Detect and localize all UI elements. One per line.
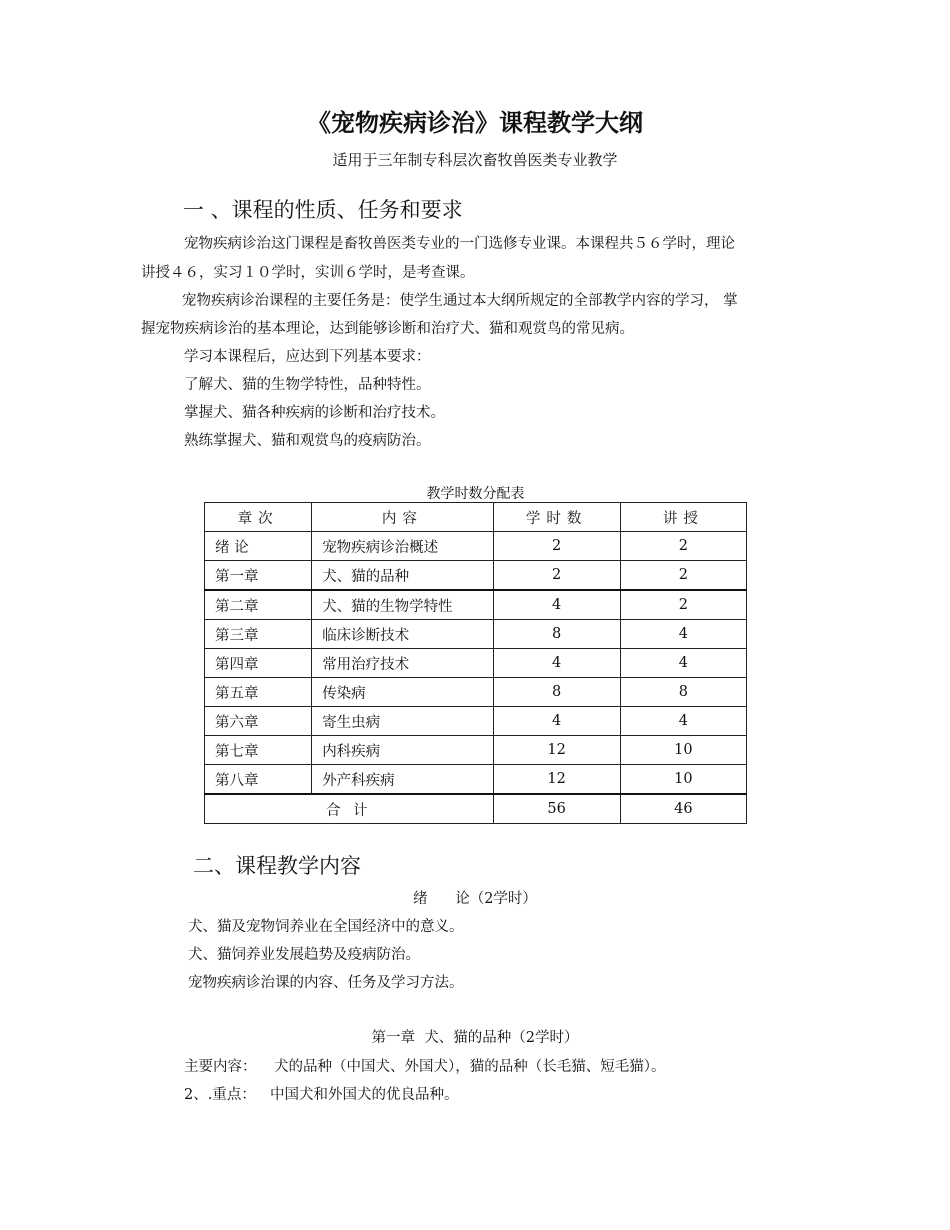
cell-lecture: 8 xyxy=(620,678,746,707)
intro-item: 宠物疾病诊治课的内容、任务及学习方法。 xyxy=(188,975,464,991)
cell-lecture: 2 xyxy=(620,590,746,620)
section2-heading: 二、课程教学内容 xyxy=(193,854,361,878)
cell-content: 常用治疗技术 xyxy=(312,649,493,678)
total-label: 合 计 xyxy=(205,794,494,824)
section1-heading: 一 、课程的性质、任务和要求 xyxy=(183,198,463,222)
section1-para1-line2: 讲授４６，实习１０学时，实训６学时，是考查课。 xyxy=(141,265,475,281)
cell-hours: 8 xyxy=(493,678,620,707)
cell-chapter: 绪 论 xyxy=(205,532,312,561)
requirement-item: 熟练掌握犬、猫和观赏鸟的疫病防治。 xyxy=(184,433,431,449)
chapter1-main-content: 犬的品种（中国犬、外国犬），猫的品种（长毛猫、短毛猫）。 xyxy=(274,1059,666,1075)
chapter1-title: 第一章 犬、猫的品种（2学时） xyxy=(371,1030,579,1046)
header-chapter: 章次 xyxy=(205,503,312,532)
table-caption: 教学时数分配表 xyxy=(426,486,525,502)
cell-hours: 4 xyxy=(493,590,620,620)
table-header-row xyxy=(205,503,747,532)
cell-lecture: 4 xyxy=(620,707,746,736)
cell-lecture: 10 xyxy=(620,765,746,795)
cell-content: 临床诊断技术 xyxy=(312,620,493,649)
cell-hours: 12 xyxy=(493,736,620,765)
document-title: 《宠物疾病诊治》课程教学大纲 xyxy=(307,109,643,137)
cell-hours: 4 xyxy=(493,649,620,678)
document-subtitle: 适用于三年制专科层次畜牧兽医类专业教学 xyxy=(332,151,618,169)
cell-content: 传染病 xyxy=(312,678,493,707)
intro-item: 犬、猫及宠物饲养业在全国经济中的意义。 xyxy=(188,919,464,935)
section1-para1-line1: 宠物疾病诊治这门课程是畜牧兽医类专业的一门选修专业课。本课程共５６学时，理论 xyxy=(184,236,735,252)
table-row xyxy=(205,678,747,707)
cell-content: 犬、猫的品种 xyxy=(312,561,493,591)
cell-content: 外产科疾病 xyxy=(312,765,493,795)
section1-para2-line1: 宠物疾病诊治课程的主要任务是：使学生通过本大纲所规定的全部教学内容的学习， 掌 xyxy=(182,293,738,309)
cell-lecture: 4 xyxy=(620,620,746,649)
cell-hours: 12 xyxy=(493,765,620,795)
cell-chapter: 第四章 xyxy=(205,649,312,678)
header-hours: 学时数 xyxy=(493,503,620,532)
cell-hours: 8 xyxy=(493,620,620,649)
table-row xyxy=(205,620,747,649)
cell-lecture: 10 xyxy=(620,736,746,765)
header-content: 内容 xyxy=(312,503,493,532)
cell-lecture: 2 xyxy=(620,561,746,591)
total-lecture: 46 xyxy=(620,794,746,824)
section1-para2-line2: 握宠物疾病诊治的基本理论，达到能够诊断和治疗犬、猫和观赏鸟的常见病。 xyxy=(141,321,634,337)
cell-chapter: 第一章 xyxy=(205,561,312,591)
chapter1-main-label: 主要内容： xyxy=(184,1059,257,1075)
cell-lecture: 4 xyxy=(620,649,746,678)
cell-chapter: 第六章 xyxy=(205,707,312,736)
cell-hours: 4 xyxy=(493,707,620,736)
requirement-item: 了解犬、猫的生物学特性，品种特性。 xyxy=(184,377,431,393)
cell-lecture: 2 xyxy=(620,532,746,561)
chapter1-key-label: 2、.重点： xyxy=(184,1087,256,1103)
cell-content: 内科疾病 xyxy=(312,736,493,765)
table-row xyxy=(205,736,747,765)
cell-hours: 2 xyxy=(493,561,620,591)
cell-content: 宠物疾病诊治概述 xyxy=(312,532,493,561)
intro-item: 犬、猫饲养业发展趋势及疫病防治。 xyxy=(188,947,420,963)
total-hours: 56 xyxy=(493,794,620,824)
cell-chapter: 第二章 xyxy=(205,590,312,620)
table-row xyxy=(205,649,747,678)
requirement-item: 掌握犬、猫各种疾病的诊断和治疗技术。 xyxy=(184,405,445,421)
table-row xyxy=(205,561,747,591)
hours-distribution-table xyxy=(204,502,747,824)
table-total-row xyxy=(205,794,747,824)
table-row xyxy=(205,765,747,795)
table-row xyxy=(205,532,747,561)
cell-chapter: 第五章 xyxy=(205,678,312,707)
cell-chapter: 第八章 xyxy=(205,765,312,795)
requirements-intro: 学习本课程后，应达到下列基本要求： xyxy=(184,349,431,365)
header-lecture: 讲授 xyxy=(620,503,746,532)
chapter1-key-content: 中国犬和外国犬的优良品种。 xyxy=(270,1087,459,1103)
intro-title: 绪 论（2学时） xyxy=(413,891,537,907)
cell-content: 犬、猫的生物学特性 xyxy=(312,590,493,620)
table-row xyxy=(205,707,747,736)
cell-chapter: 第七章 xyxy=(205,736,312,765)
table-row xyxy=(205,590,747,620)
cell-hours: 2 xyxy=(493,532,620,561)
cell-chapter: 第三章 xyxy=(205,620,312,649)
cell-content: 寄生虫病 xyxy=(312,707,493,736)
